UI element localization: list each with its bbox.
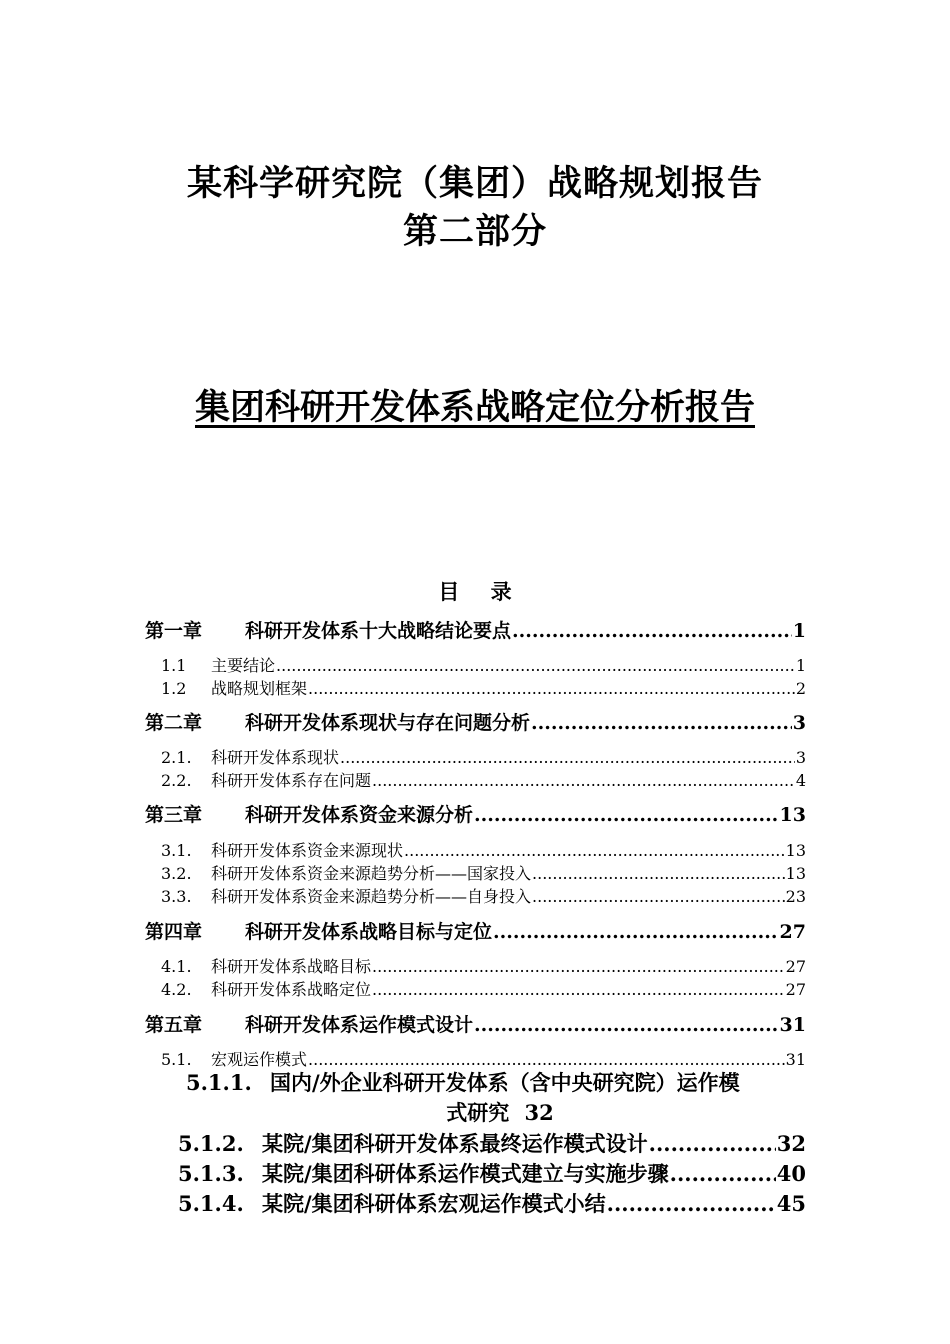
toc-section-entry[interactable] [161,861,806,883]
chapter-number: 第二章 [145,712,203,734]
page-number: 3 [795,748,806,767]
dot-leader [372,771,795,790]
dot-leader [372,957,785,976]
toc-subsection-entry[interactable] [178,1128,806,1158]
dot-leader [340,748,795,767]
section-title: 科研开发体系现状 [211,748,340,767]
dot-leader [372,980,785,999]
page-number: 27 [785,957,806,976]
dot-leader [404,841,785,860]
section-number: 2.2. [161,771,192,790]
section-title: 宏观运作模式 [211,1050,308,1069]
section-number: 4.1. [161,957,192,976]
page-number: 31 [785,1050,806,1069]
section-number: 2.1. [161,748,192,767]
section-title: 主要结论 [211,656,276,675]
subsection-number: 5.1.4. [178,1191,244,1216]
toc-section-entry[interactable] [161,768,806,790]
section-title: 科研开发体系资金来源现状 [211,841,404,860]
page-number: 13 [785,864,806,883]
section-number: 1.2 [161,679,187,698]
toc-section-entry[interactable] [161,954,806,976]
report-title-line1: 某科学研究院（集团）战略规划报告 [186,163,763,204]
section-title: 科研开发体系资金来源趋势分析——自身投入 [211,887,532,906]
toc-chapter-entry[interactable] [145,917,806,945]
page-number: 31 [779,1014,806,1036]
dot-leader [276,656,795,675]
dot-leader [532,864,785,883]
page-number: 32 [524,1100,554,1125]
page-number: 3 [792,712,806,734]
page-number: 2 [795,679,806,698]
dot-leader [474,1014,779,1036]
dot-leader [493,921,779,943]
chapter-number: 第四章 [145,921,203,943]
dot-leader [308,1050,785,1069]
section-title: 科研开发体系资金来源趋势分析——国家投入 [211,864,532,883]
dot-leader [308,679,795,698]
dot-leader [474,804,779,826]
dot-leader [649,1131,776,1156]
dot-leader [670,1161,776,1186]
page-number: 13 [785,841,806,860]
page-number: 45 [776,1191,806,1216]
chapter-title: 科研开发体系资金来源分析 [245,804,474,826]
subsection-number: 5.1.1. [186,1070,252,1095]
toc-section-entry[interactable] [161,838,806,860]
chapter-title: 科研开发体系战略目标与定位 [245,921,493,943]
page-number: 23 [785,887,806,906]
dot-leader [607,1191,776,1216]
page-number: 27 [779,921,806,943]
toc-subsection-entry[interactable] [180,1068,810,1128]
section-title: 科研开发体系存在问题 [211,771,372,790]
subsection-title: 某院/集团科研体系宏观运作模式小结 [262,1191,606,1216]
report-title [0,160,950,256]
chapter-title: 科研开发体系十大战略结论要点 [245,620,512,642]
section-title: 科研开发体系战略目标 [211,957,372,976]
toc-section-entry[interactable] [161,884,806,906]
chapter-number: 第五章 [145,1014,203,1036]
section-number: 1.1 [161,656,187,675]
toc-section-entry[interactable] [161,676,806,698]
chapter-title: 科研开发体系现状与存在问题分析 [245,712,531,734]
page-number: 32 [776,1131,806,1156]
dot-leader [532,887,785,906]
chapter-number: 第三章 [145,804,203,826]
dot-leader [531,712,792,734]
chapter-number: 第一章 [145,620,203,642]
toc-section-entry[interactable] [161,1047,806,1069]
section-number: 3.2. [161,864,192,883]
toc-subsection-entry[interactable] [178,1188,806,1218]
toc-heading: 目 录 [438,579,512,604]
toc-section-entry[interactable] [161,977,806,999]
report-title-line2: 第二部分 [402,211,547,252]
toc-section-entry[interactable] [161,653,806,675]
section-title: 科研开发体系战略定位 [211,980,372,999]
page-number: 27 [785,980,806,999]
subsection-title-line2: 式研究 [446,1100,510,1125]
toc-chapter-entry[interactable] [145,1010,806,1038]
page-number: 4 [795,771,806,790]
page-number: 13 [779,804,806,826]
section-number: 3.3. [161,887,192,906]
toc-chapter-entry[interactable] [145,800,806,828]
section-number: 4.2. [161,980,192,999]
toc-chapter-entry[interactable] [145,616,806,644]
section-number: 3.1. [161,841,192,860]
dot-leader [512,620,792,642]
toc-chapter-entry[interactable] [145,708,806,736]
subsection-title: 某院/集团科研体系运作模式建立与实施步骤 [262,1161,669,1186]
page-number: 1 [795,656,806,675]
report-subtitle: 集团科研开发体系战略定位分析报告 [194,387,755,428]
section-title: 战略规划框架 [211,679,308,698]
toc-section-entry[interactable] [161,745,806,767]
section-number: 5.1. [161,1050,192,1069]
page-number: 40 [776,1161,806,1186]
subsection-title: 某院/集团科研开发体系最终运作模式设计 [262,1131,648,1156]
page-number: 1 [792,620,806,642]
subsection-title-line1: 国内/外企业科研开发体系（含中央研究院）运作模 [270,1070,740,1095]
subsection-number: 5.1.2. [178,1131,244,1156]
chapter-title: 科研开发体系运作模式设计 [245,1014,474,1036]
toc-subsection-entry[interactable] [178,1158,806,1188]
subsection-number: 5.1.3. [178,1161,244,1186]
